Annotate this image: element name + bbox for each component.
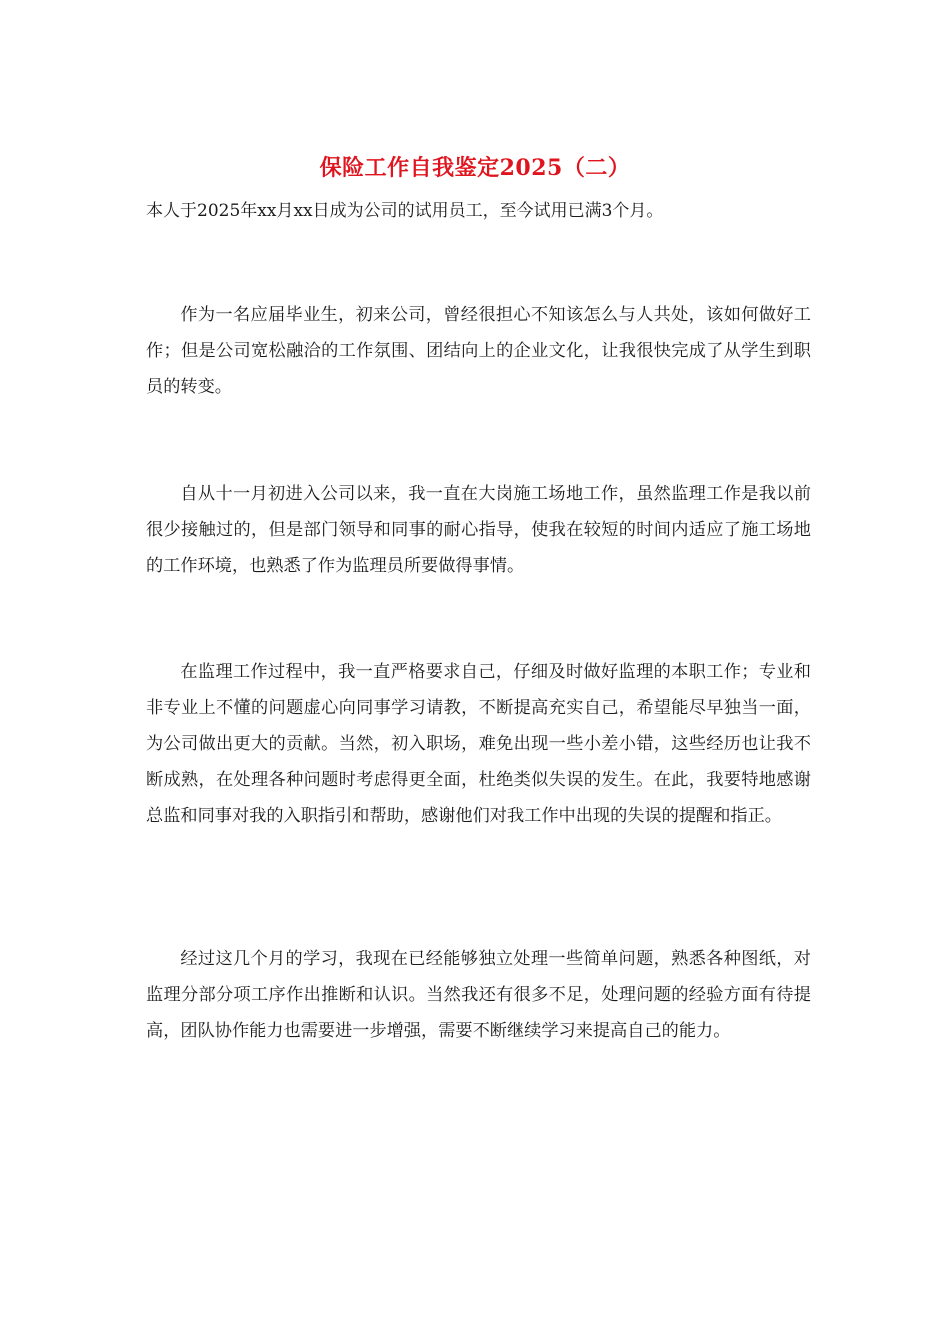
body-paragraph-4: 经过这几个月的学习，我现在已经能够独立处理一些简单问题，熟悉各种图纸，对监理分部分项工序作出推断和认识。当然我还有很多不足，处理问题的经验方面有待提高，团队协作能力也需要进一步增强，需要不断继续学习来提高自己的能力。 [146,949,811,1041]
body-paragraph-3: 在监理工作过程中，我一直严格要求自己，仔细及时做好监理的本职工作；专业和非专业上不懂的问题虚心向同事学习请教，不断提高充实自己，希望能尽早独当一面，为公司做出更大的贡献。当然，初入职场，难免出现一些小差小错，这些经历也让我不断成熟，在处理各种问题时考虑得更全面，杜绝类似失误的发生。在此，我要特地感谢总监和同事对我的入职指引和帮助，感谢他们对我工作中出现的失误的提醒和指正。 [146,662,811,826]
body-paragraph-1: 作为一名应届毕业生，初来公司，曾经很担心不知该怎么与人共处，该如何做好工作；但是公司宽松融洽的工作氛围、团结向上的企业文化，让我很快完成了从学生到职员的转变。 [146,305,811,397]
intro-paragraph: 本人于2025年xx月xx日成为公司的试用员工，至今试用已满3个月。 [146,201,664,221]
document-title: 保险工作自我鉴定2025（二） [319,155,631,181]
body-paragraph-2: 自从十一月初进入公司以来，我一直在大岗施工场地工作，虽然监理工作是我以前很少接触过的，但是部门领导和同事的耐心指导，使我在较短的时间内适应了施工场地的工作环境，也熟悉了作为监理员所要做得事情。 [146,484,811,576]
